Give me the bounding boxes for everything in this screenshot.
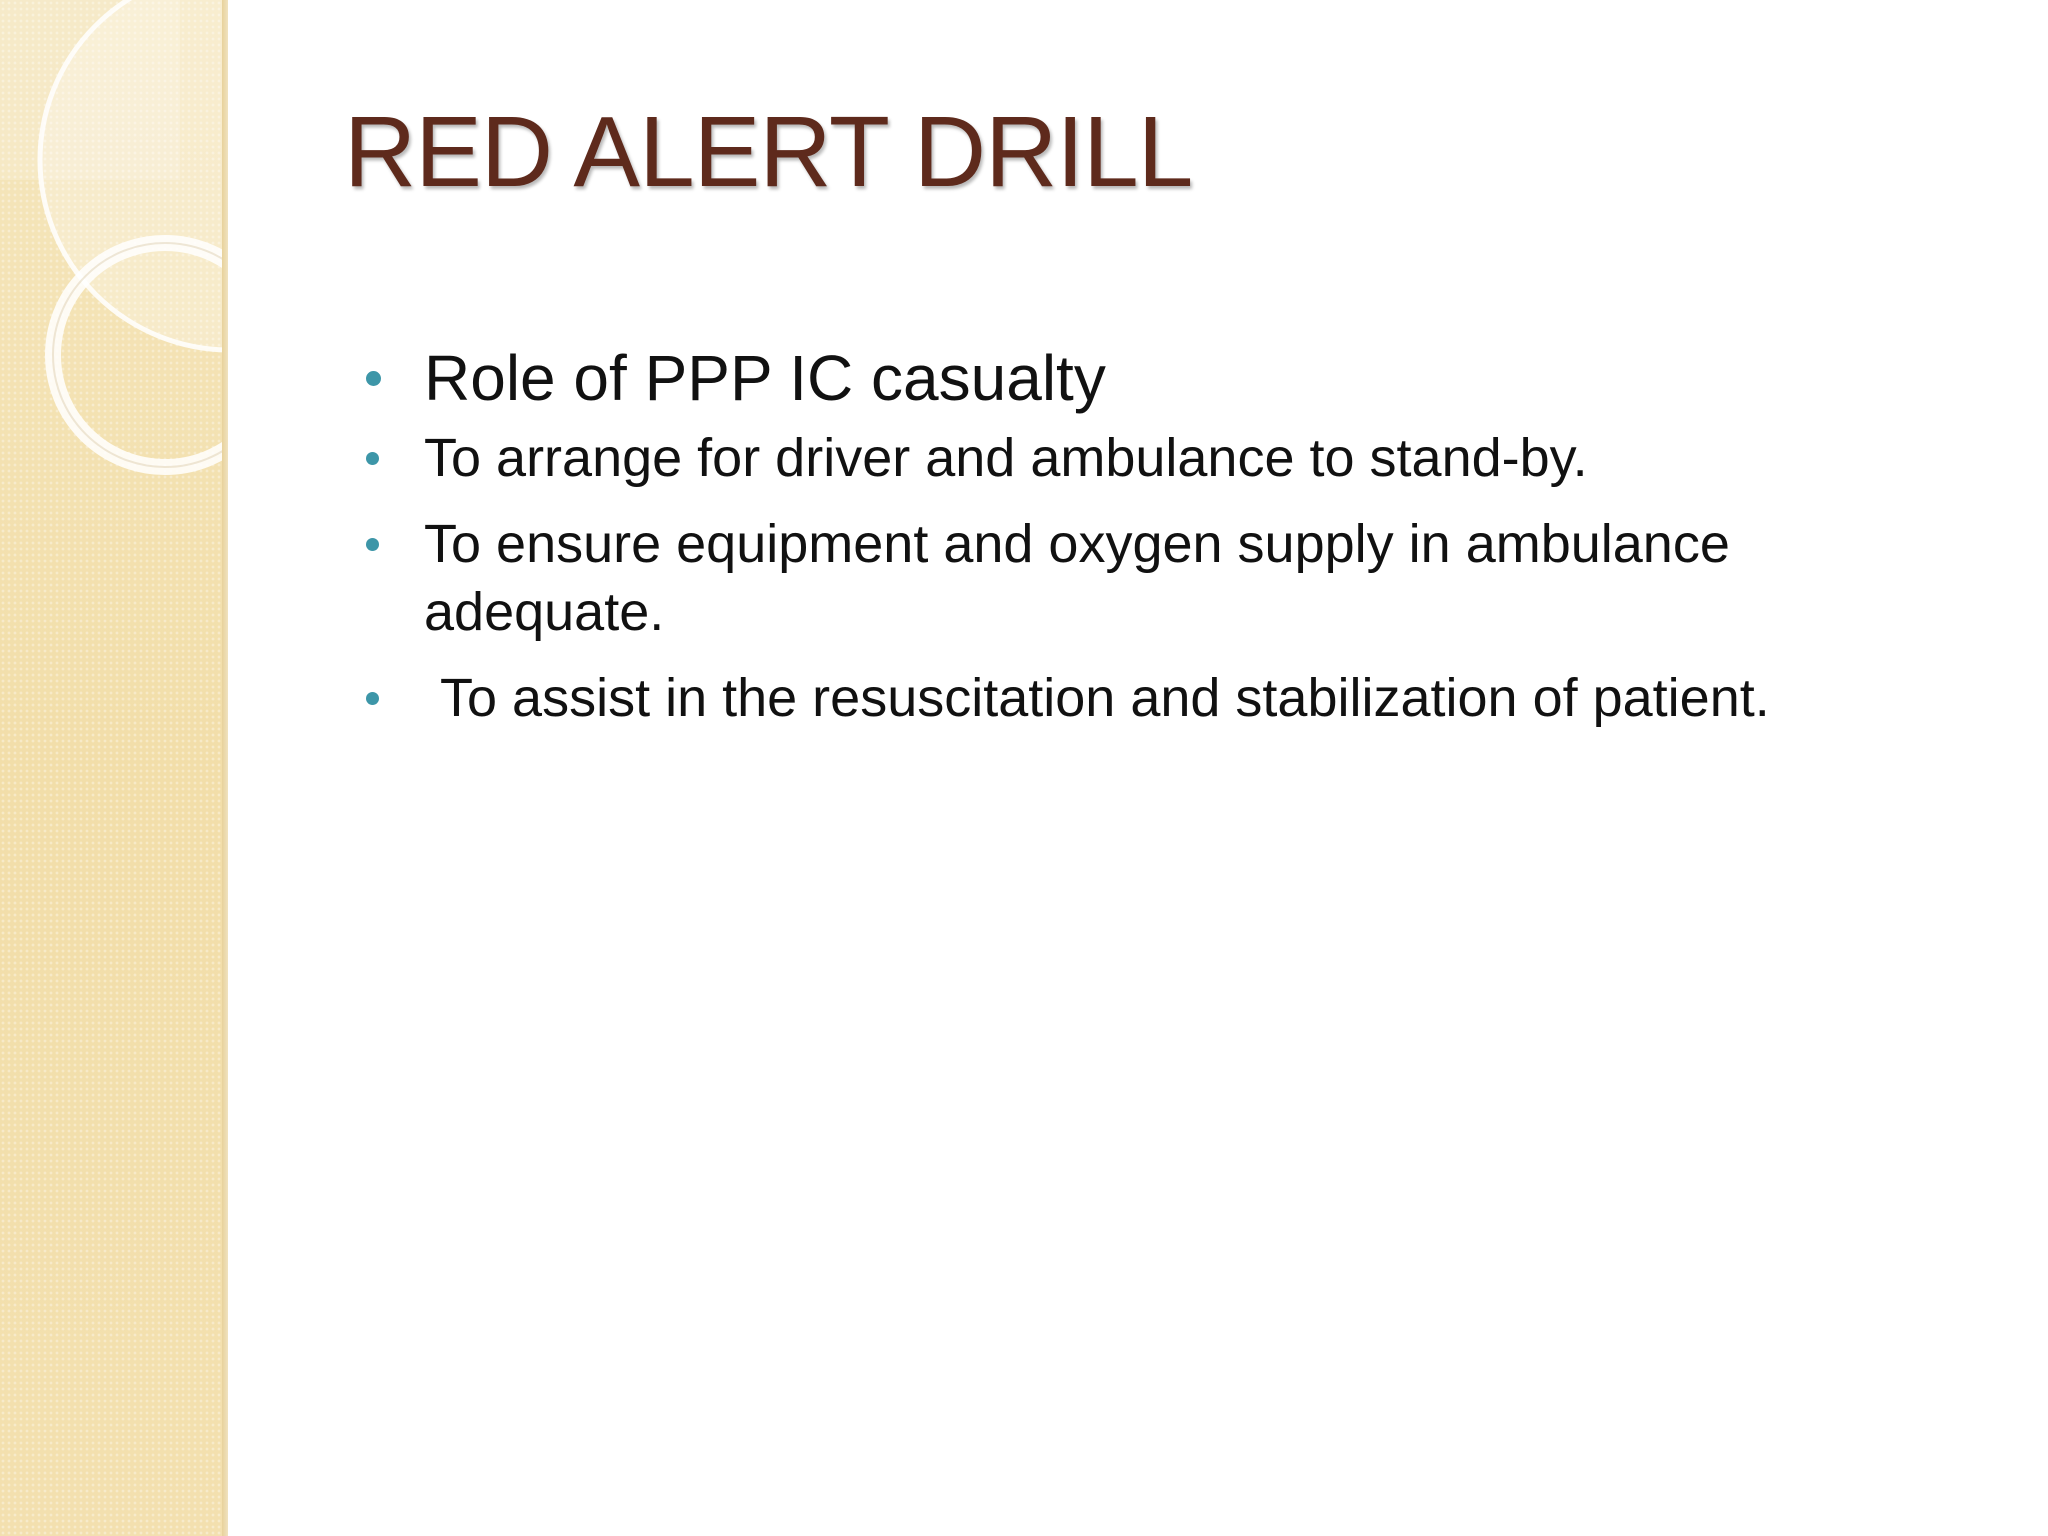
side-band-edge	[222, 0, 228, 1536]
bullet-dot-icon	[366, 452, 379, 465]
circle-ornament-icon	[0, 0, 228, 520]
list-item	[360, 664, 1920, 732]
bullet-text: Role of PPP IC casualty	[424, 342, 1106, 414]
list-item	[360, 424, 1920, 492]
slide-title: RED ALERT DRILL	[344, 96, 1193, 208]
bullet-dot-icon	[366, 371, 381, 386]
bullet-text: To arrange for driver and ambulance to stand-by.	[424, 428, 1588, 488]
bullet-list	[360, 340, 1920, 750]
list-item	[360, 340, 1920, 416]
bullet-dot-icon	[366, 538, 379, 551]
bullet-dot-icon	[366, 692, 379, 705]
bullet-text: To ensure equipment and oxygen supply in ambulance adequate.	[424, 514, 1730, 642]
side-band-decoration	[0, 0, 228, 1536]
bullet-text: To assist in the resuscitation and stabilization of patient.	[440, 668, 1770, 728]
list-item	[360, 510, 1920, 646]
